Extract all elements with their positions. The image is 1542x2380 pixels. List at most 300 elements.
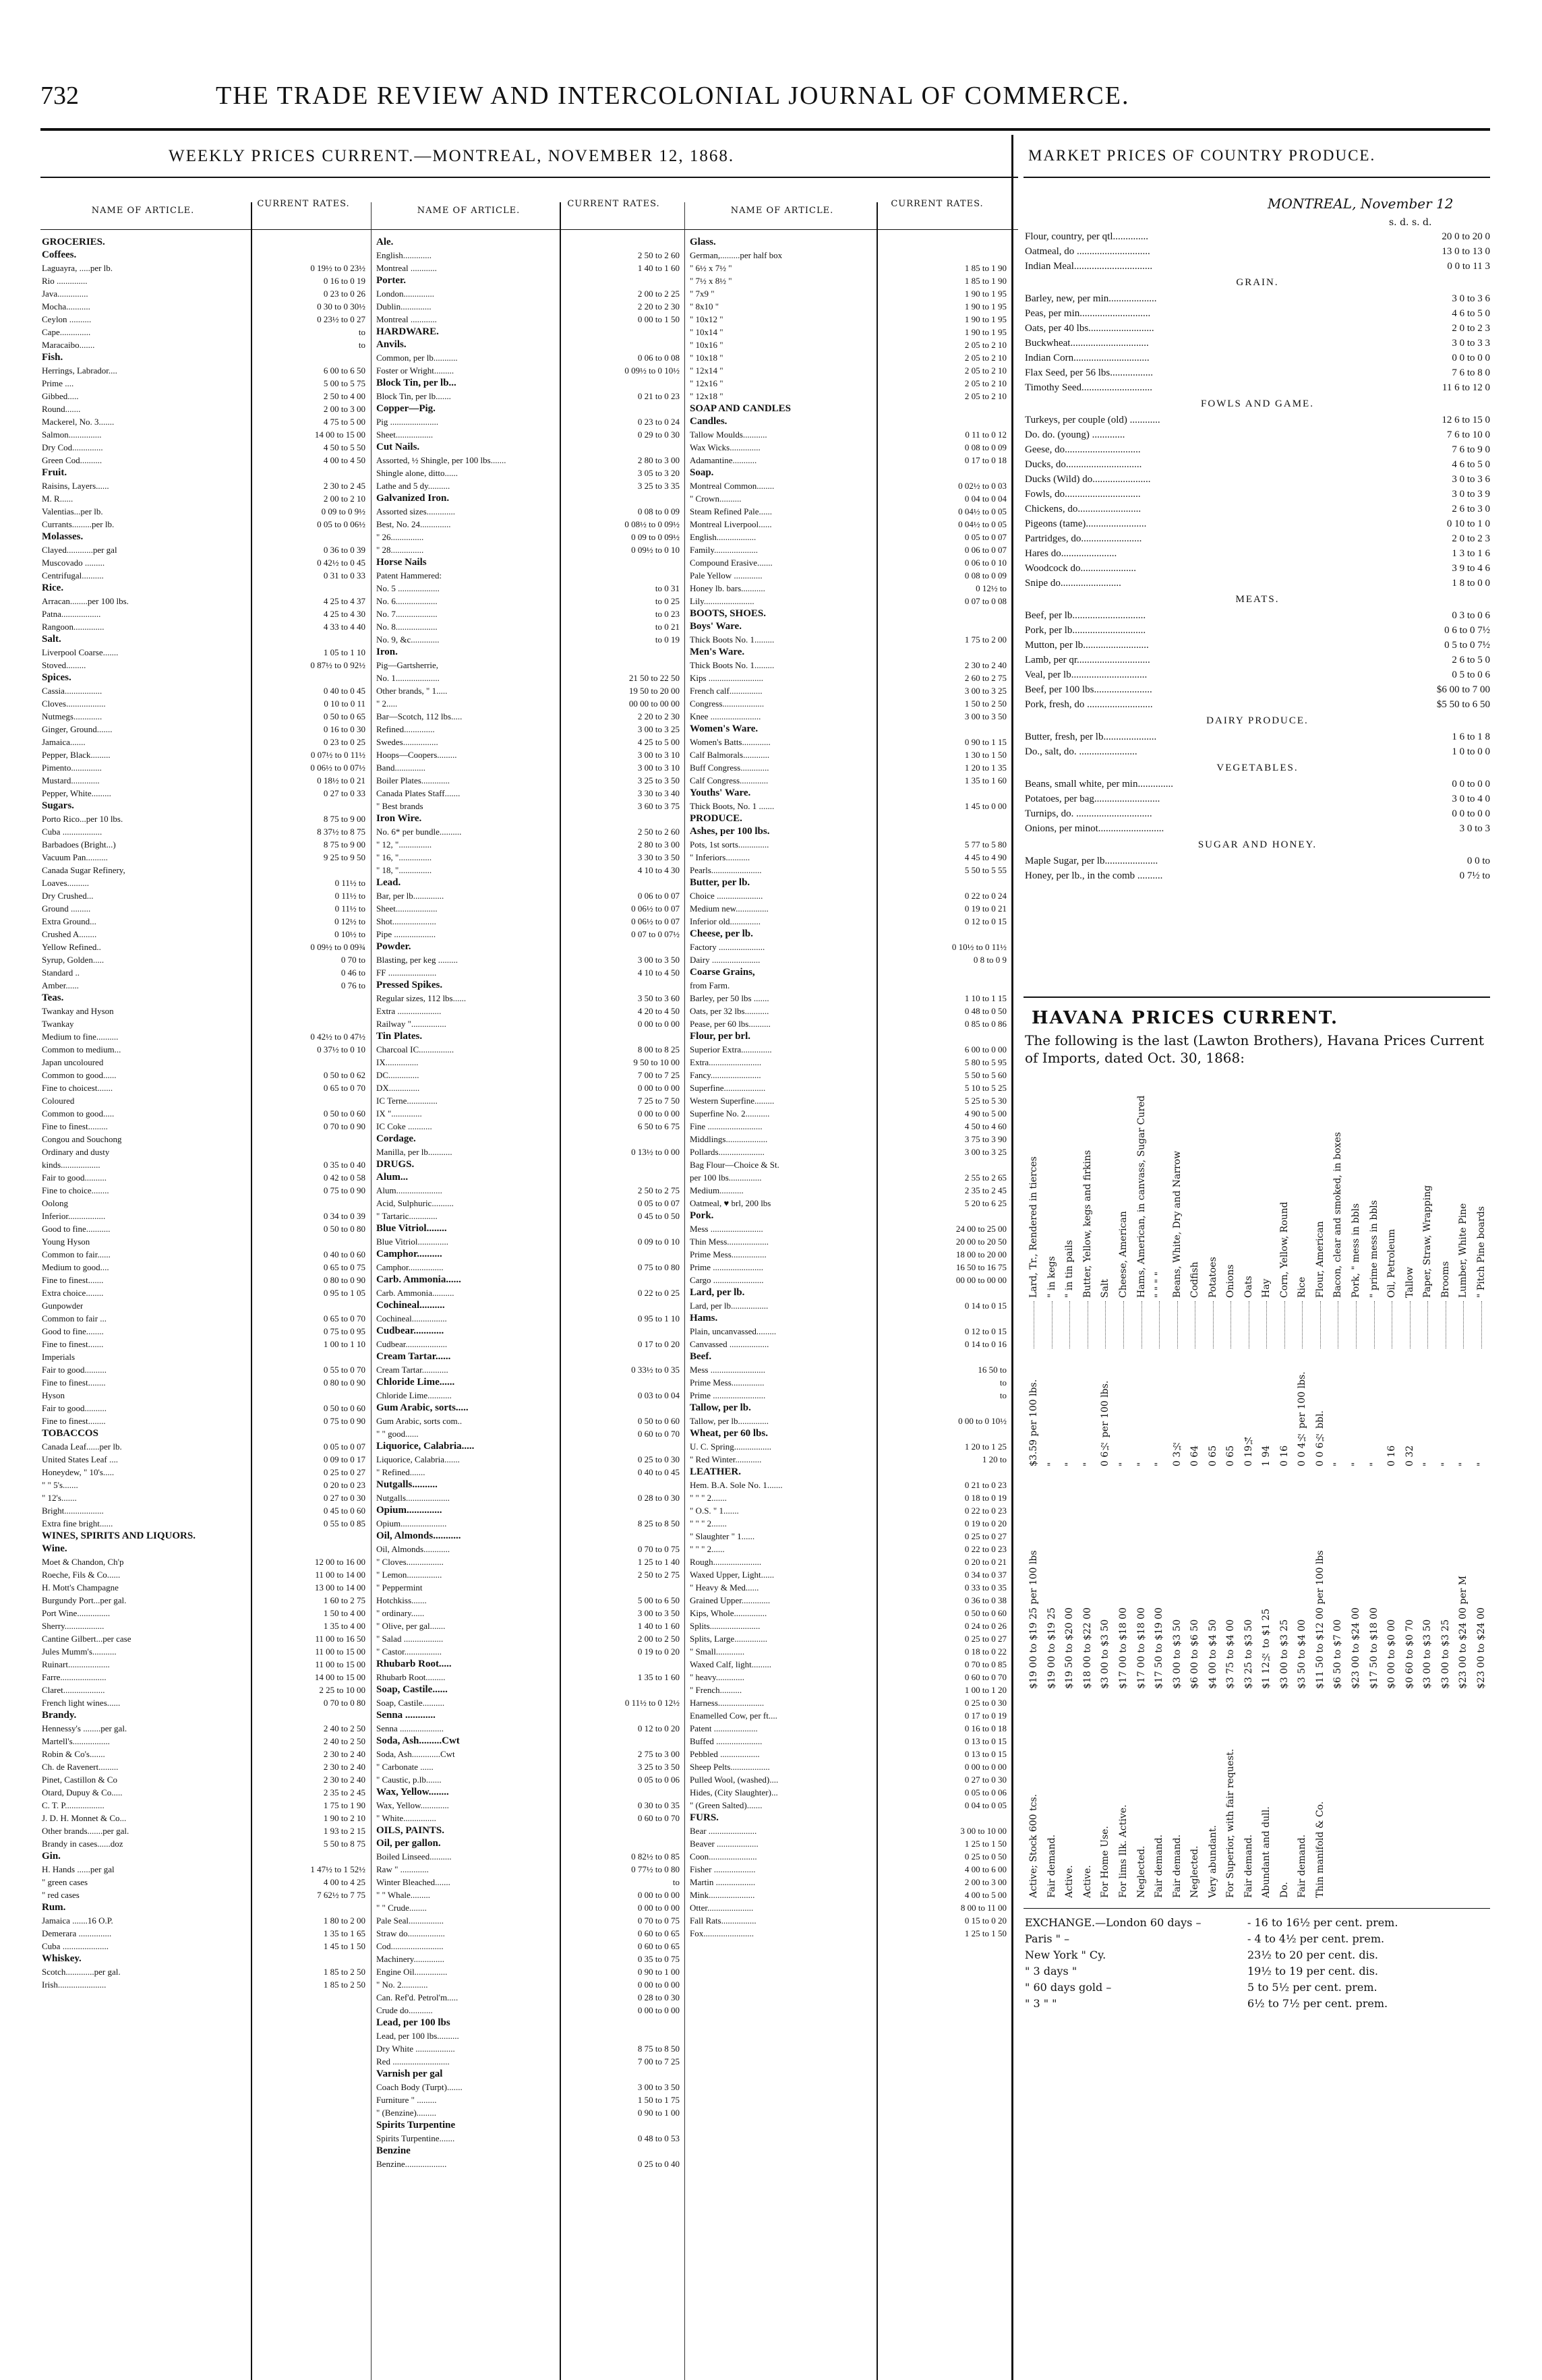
price-row bbox=[690, 979, 1007, 992]
price-range: 0 10½ to bbox=[334, 929, 365, 939]
price-range: 21 50 to 22 50 bbox=[628, 673, 680, 683]
price-range: 0 35 to 0 75 bbox=[637, 1954, 680, 1964]
article-name: Beef, per 100 lbs....................... bbox=[1025, 684, 1152, 695]
category-heading: OILS, PAINTS. bbox=[376, 1825, 445, 1836]
havana-article: Tallow bbox=[1404, 1267, 1415, 1298]
exchange-value: - 4 to 4½ per cent. prem. bbox=[1247, 1932, 1385, 1945]
article-name: Western Superfine......... bbox=[690, 1096, 775, 1106]
price-range: 20 0 to 20 0 bbox=[1442, 231, 1490, 242]
article-name: " 16, "............... bbox=[376, 852, 432, 862]
category-heading: Wheat, per 60 lbs. bbox=[690, 1428, 768, 1439]
price-range: 2 50 to 2 75 bbox=[637, 1570, 680, 1580]
price-row bbox=[42, 1402, 365, 1415]
price-row bbox=[376, 1607, 680, 1619]
price-row bbox=[690, 838, 1007, 851]
article-name: Extra .................... bbox=[376, 1006, 442, 1016]
price-range: 2 6 to 3 0 bbox=[1452, 504, 1490, 514]
price-range: 13 00 to 14 00 bbox=[314, 1582, 365, 1593]
price-row bbox=[376, 300, 680, 313]
havana-price: $19 00 to $19 25 per 100 lbs bbox=[1028, 1550, 1040, 1689]
price-range: 0 50 to 0 60 bbox=[964, 1608, 1007, 1618]
article-name: " 8x10 " bbox=[690, 301, 719, 311]
article-name: Barley, new, per min................... bbox=[1025, 293, 1157, 304]
price-range: 0 50 to 0 60 bbox=[637, 1416, 680, 1426]
market-prices-list bbox=[1025, 229, 1490, 978]
article-name: Indian Meal............................... bbox=[1025, 261, 1153, 272]
price-row bbox=[42, 1517, 365, 1530]
price-row bbox=[376, 1056, 680, 1069]
price-row bbox=[1025, 561, 1490, 576]
price-row bbox=[42, 1607, 365, 1619]
category-heading: Rhubarb Root..... bbox=[376, 1659, 452, 1669]
price-row bbox=[376, 364, 680, 377]
price-row bbox=[42, 505, 365, 518]
article-name: Medium to fine.......... bbox=[42, 1032, 119, 1042]
article-name: No. 8................... bbox=[376, 622, 438, 632]
article-name: Farre..................... bbox=[42, 1672, 107, 1682]
price-range: 0 14 to 0 16 bbox=[964, 1339, 1007, 1349]
price-range: 2 00 to 2 10 bbox=[323, 494, 365, 504]
article-name: Burgundy Port...per gal. bbox=[42, 1595, 127, 1605]
price-range: 0 09½ to 0 09¾ bbox=[310, 942, 365, 952]
price-row bbox=[42, 736, 365, 748]
article-name: Pulled Wool, (washed).... bbox=[690, 1775, 779, 1785]
price-row bbox=[42, 659, 365, 672]
price-range: 2 6 to 5 0 bbox=[1452, 655, 1490, 665]
article-name: Hem. B.A. Sole No. 1....... bbox=[690, 1480, 783, 1490]
category-heading: Teas. bbox=[42, 992, 64, 1003]
price-range: 0 87½ to 0 92½ bbox=[310, 660, 365, 670]
price-row bbox=[1025, 697, 1490, 712]
category-heading: Soap. bbox=[690, 467, 714, 478]
price-row bbox=[376, 684, 680, 697]
price-range: 7 6 to 8 0 bbox=[1452, 367, 1490, 378]
price-range: 7 00 to 7 25 bbox=[637, 2056, 680, 2066]
price-row bbox=[690, 1389, 1007, 1402]
price-row bbox=[690, 1824, 1007, 1837]
article-name: Patna.................. bbox=[42, 609, 101, 619]
category-heading: Oil, per gallon. bbox=[376, 1838, 441, 1849]
price-range: 0 07 to 0 08 bbox=[964, 596, 1007, 606]
price-range: 2 80 to 3 00 bbox=[637, 839, 680, 850]
price-row bbox=[690, 454, 1007, 467]
price-range: 0 06½ to 0 07 bbox=[631, 903, 680, 914]
havana-article: Oats bbox=[1243, 1276, 1254, 1298]
article-name: Coach Body (Turpt)....... bbox=[376, 2082, 463, 2092]
price-range: 0 48 to 0 53 bbox=[637, 2133, 680, 2143]
leader-dots bbox=[1213, 1301, 1214, 1348]
price-range bbox=[361, 864, 365, 876]
price-row bbox=[1025, 487, 1490, 502]
price-range: 0 04 to 0 04 bbox=[964, 494, 1007, 504]
article-name: Turnips, do. .............................. bbox=[1025, 808, 1152, 819]
article-name: Lard, per lb................. bbox=[690, 1301, 769, 1311]
price-range: 0 36 to 0 39 bbox=[323, 545, 365, 555]
price-row bbox=[376, 2029, 680, 2042]
havana-remark: Thin manifold & Co. bbox=[1314, 1801, 1326, 1898]
price-range: 0 00 to 0 00 bbox=[964, 1762, 1007, 1772]
subsection-heading: FOWLS AND GAME. bbox=[1201, 398, 1314, 409]
havana-article: " in tin pails bbox=[1064, 1240, 1075, 1298]
article-name: Japan uncoloured bbox=[42, 1057, 104, 1067]
price-row bbox=[376, 966, 680, 979]
price-row bbox=[42, 1440, 365, 1453]
price-range: 1 50 to 4 00 bbox=[323, 1608, 365, 1618]
price-row bbox=[42, 1017, 365, 1030]
price-row bbox=[42, 787, 365, 800]
article-name: Steam Refined Pale...... bbox=[690, 506, 773, 516]
price-range: 2 20 to 2 30 bbox=[637, 711, 680, 721]
havana-price: $17 50 to $18 00 bbox=[1368, 1607, 1380, 1689]
article-name: Cargo ....................... bbox=[690, 1275, 764, 1285]
price-row bbox=[42, 1735, 365, 1748]
article-name: Inferior old.............. bbox=[690, 916, 761, 926]
price-range: 0 8 to 0 9 bbox=[973, 955, 1007, 965]
havana-remark: For lims Ilk. Active. bbox=[1117, 1804, 1129, 1898]
havana-top-rule bbox=[1024, 996, 1490, 998]
article-name: Best, No. 24.............. bbox=[376, 519, 451, 529]
article-name: Peas, per min............................ bbox=[1025, 308, 1151, 319]
price-range: 3 00 to 3 50 bbox=[964, 711, 1007, 721]
price-range: 0 90 to 1 15 bbox=[964, 737, 1007, 747]
price-row bbox=[376, 1261, 680, 1274]
category-heading: Coarse Grains, bbox=[690, 967, 755, 978]
price-range: 0 22 to 0 23 bbox=[964, 1506, 1007, 1516]
article-name: Standard .. bbox=[42, 968, 80, 978]
price-range: 14 00 to 15 00 bbox=[314, 429, 365, 440]
price-row bbox=[690, 1863, 1007, 1876]
category-heading: Porter. bbox=[376, 275, 407, 286]
price-range: 1 50 to 2 50 bbox=[964, 698, 1007, 709]
article-name: " 12x18 " bbox=[690, 391, 723, 401]
article-name: Lathe and 5 dy.......... bbox=[376, 481, 450, 491]
havana-article: " in kegs bbox=[1046, 1256, 1057, 1298]
price-row bbox=[376, 1696, 680, 1709]
price-row bbox=[690, 1274, 1007, 1286]
article-name: " Salad .................. bbox=[376, 1634, 444, 1644]
article-name: Fancy....................... bbox=[690, 1070, 761, 1080]
price-range: 0 04½ to 0 05 bbox=[958, 506, 1007, 516]
price-row bbox=[690, 595, 1007, 607]
price-range: 1 90 to 1 95 bbox=[964, 289, 1007, 299]
article-name: Java.............. bbox=[42, 289, 88, 299]
article-name: Pipe ................... bbox=[376, 929, 436, 939]
price-row bbox=[42, 479, 365, 492]
price-row bbox=[690, 1607, 1007, 1619]
price-row bbox=[690, 672, 1007, 684]
havana-price: $6 00 to $6 50 bbox=[1189, 1619, 1201, 1689]
price-row bbox=[376, 787, 680, 800]
price-range: 8 25 to 8 50 bbox=[637, 1518, 680, 1528]
price-range: 1 45 to 1 50 bbox=[323, 1941, 365, 1951]
article-name: Vacuum Pan.......... bbox=[42, 852, 108, 862]
price-row bbox=[42, 1235, 365, 1248]
price-range: 0 09½ to 0 10 bbox=[631, 545, 680, 555]
article-name: Cream Tartar............ bbox=[376, 1365, 448, 1375]
price-row bbox=[690, 1338, 1007, 1350]
category-heading: Youths' Ware. bbox=[690, 787, 751, 798]
price-range: 0 85 to 0 86 bbox=[964, 1019, 1007, 1029]
category-heading: Cudbear............ bbox=[376, 1326, 444, 1336]
article-name: Timothy Seed............................ bbox=[1025, 382, 1153, 393]
price-row bbox=[690, 1017, 1007, 1030]
category-heading: Ale. bbox=[376, 237, 394, 247]
havana-price: $4 00 to $4 50 bbox=[1207, 1619, 1218, 1689]
article-name: Thin Mess................... bbox=[690, 1237, 769, 1247]
price-row bbox=[42, 838, 365, 851]
havana-price: $3 00 to $3 25 bbox=[1278, 1619, 1290, 1689]
article-name: Fine to choice........ bbox=[42, 1185, 109, 1195]
price-row bbox=[690, 313, 1007, 326]
article-name: Bright.................. bbox=[42, 1506, 104, 1516]
exchange-row bbox=[1025, 1963, 1490, 1980]
price-row bbox=[1025, 502, 1490, 516]
price-row bbox=[42, 928, 365, 941]
price-row bbox=[42, 1325, 365, 1338]
article-name: Lead, per 100 lbs.......... bbox=[376, 2031, 459, 2041]
price-row bbox=[42, 1222, 365, 1235]
price-range: 0 00 to 0 00 bbox=[637, 1019, 680, 1029]
article-name: Band.............. bbox=[376, 763, 425, 773]
article-name: " 7x9 " bbox=[690, 289, 715, 299]
price-row bbox=[690, 377, 1007, 390]
price-range: 2 80 to 3 00 bbox=[637, 455, 680, 465]
price-range: 1 47½ to 1 52½ bbox=[310, 1864, 365, 1874]
article-name: Other brands.......per gal. bbox=[42, 1826, 129, 1836]
article-name: Otter..................... bbox=[690, 1903, 754, 1913]
price-row bbox=[376, 915, 680, 928]
havana-article: Bacon, clear and smoked, in boxes bbox=[1332, 1132, 1344, 1298]
article-name: per 100 lbs............... bbox=[690, 1172, 762, 1183]
price-range: 0 45 to 0 50 bbox=[637, 1211, 680, 1221]
price-range: 0 06 to 0 10 bbox=[964, 558, 1007, 568]
price-row bbox=[376, 1107, 680, 1120]
article-name: C. T. P.................. bbox=[42, 1800, 105, 1810]
category-heading: Brandy. bbox=[42, 1710, 77, 1721]
col-divider bbox=[684, 202, 685, 2380]
price-range: to bbox=[999, 1390, 1007, 1400]
price-range: 0 95 to 1 05 bbox=[323, 1288, 365, 1298]
havana-duty: 0 64 bbox=[1189, 1445, 1201, 1466]
price-range: to 0 25 bbox=[655, 596, 680, 606]
article-name: Fine to choicest....... bbox=[42, 1083, 113, 1093]
price-range: 0 11½ to bbox=[334, 878, 365, 888]
price-range: 0 11½ to bbox=[334, 903, 365, 914]
article-name: French calf............... bbox=[690, 686, 763, 696]
price-range: 0 55 to 0 85 bbox=[323, 1518, 365, 1528]
havana-duty: " bbox=[1458, 1462, 1469, 1466]
price-range: 0 18½ to 0 21 bbox=[317, 775, 365, 785]
category-heading: Fish. bbox=[42, 352, 63, 363]
havana-article: Brooms bbox=[1440, 1261, 1451, 1298]
exchange-rates bbox=[1025, 1915, 1490, 2012]
article-name: Tallow Moulds........... bbox=[690, 429, 767, 440]
price-row bbox=[376, 415, 680, 428]
price-row bbox=[376, 1081, 680, 1094]
price-row bbox=[376, 454, 680, 467]
price-row bbox=[376, 992, 680, 1005]
price-range: 12 00 to 16 00 bbox=[314, 1557, 365, 1567]
price-range: 1 20 to 1 35 bbox=[964, 763, 1007, 773]
havana-duty: " bbox=[1046, 1462, 1057, 1466]
price-row bbox=[690, 902, 1007, 915]
leader-dots bbox=[1105, 1301, 1106, 1348]
price-row bbox=[42, 1658, 365, 1671]
price-row bbox=[42, 851, 365, 864]
price-range bbox=[1003, 979, 1007, 992]
havana-article: Rice bbox=[1297, 1276, 1308, 1298]
category-heading: GROCERIES. bbox=[42, 237, 105, 247]
article-name: Gum Arabic, sorts com.. bbox=[376, 1416, 463, 1426]
price-row bbox=[376, 390, 680, 403]
article-name: DX.............. bbox=[376, 1083, 420, 1093]
price-row bbox=[690, 338, 1007, 351]
exchange-label: Paris " – bbox=[1025, 1932, 1070, 1945]
article-name: Rio .............. bbox=[42, 276, 88, 286]
price-range: 0 08½ to 0 09½ bbox=[624, 519, 680, 529]
price-row bbox=[376, 2055, 680, 2068]
article-name: Fowls, do.............................. bbox=[1025, 489, 1141, 500]
article-name: Pots, 1st sorts.............. bbox=[690, 839, 769, 850]
article-name: Montreal ............ bbox=[376, 263, 437, 273]
article-name: Fisher ................... bbox=[690, 1864, 756, 1874]
article-name: Mutton, per lb.......................... bbox=[1025, 640, 1149, 651]
article-name: Railway "................ bbox=[376, 1019, 446, 1029]
price-range: 1 20 to bbox=[982, 1454, 1007, 1464]
havana-article: Pork, " mess in bbls bbox=[1350, 1203, 1361, 1298]
category-heading: Gin. bbox=[42, 1851, 61, 1862]
price-row bbox=[42, 1978, 365, 1991]
price-row bbox=[42, 1274, 365, 1286]
category-heading: TOBACCOS bbox=[42, 1428, 98, 1439]
article-name: Mess ......................... bbox=[690, 1365, 765, 1375]
price-row bbox=[690, 1632, 1007, 1645]
article-name: Woodcock do...................... bbox=[1025, 563, 1137, 574]
price-row bbox=[1025, 531, 1490, 546]
havana-price: $17 00 to $18 00 bbox=[1135, 1607, 1147, 1689]
weekly-column-1 bbox=[42, 236, 365, 2346]
page-number: 732 bbox=[40, 82, 79, 110]
price-row bbox=[42, 723, 365, 736]
price-range: 5 50 to 5 60 bbox=[964, 1070, 1007, 1080]
havana-remark: Fair demand. bbox=[1046, 1834, 1057, 1898]
leader-dots bbox=[1123, 1301, 1124, 1348]
article-name: Geese, do.............................. bbox=[1025, 444, 1141, 455]
article-name: Jamaica....... bbox=[42, 737, 86, 747]
havana-remark: Abundant and dull. bbox=[1261, 1806, 1272, 1898]
price-row bbox=[376, 1094, 680, 1107]
havana-price: $23 00 to $24 00 per M bbox=[1458, 1575, 1469, 1689]
havana-duty: 0 65 bbox=[1225, 1445, 1237, 1466]
article-name: Maracaibo....... bbox=[42, 340, 95, 350]
price-range: 1 93 to 2 15 bbox=[323, 1826, 365, 1836]
article-name: Ruinart................... bbox=[42, 1659, 110, 1669]
article-name: Hides, (City Slaughter)... bbox=[690, 1787, 778, 1797]
price-range: 0 55 to 0 70 bbox=[323, 1365, 365, 1375]
article-name: Shot.................... bbox=[376, 916, 436, 926]
price-row bbox=[376, 851, 680, 864]
price-range: 2 00 to 2 50 bbox=[637, 1634, 680, 1644]
price-row bbox=[690, 351, 1007, 364]
price-range: $5 50 to 6 50 bbox=[1436, 699, 1490, 710]
price-row bbox=[42, 1722, 365, 1735]
price-row bbox=[376, 1978, 680, 1991]
price-range: 1 35 to 4 00 bbox=[323, 1621, 365, 1631]
article-name: Jamaica .......16 O.P. bbox=[42, 1915, 113, 1926]
price-range: 11 00 to 16 50 bbox=[315, 1634, 365, 1644]
price-row bbox=[1025, 792, 1490, 806]
price-range: 0 03 to 0 04 bbox=[637, 1390, 680, 1400]
price-range: 0 19 to 0 20 bbox=[964, 1518, 1007, 1528]
article-name: Superfine................... bbox=[690, 1083, 766, 1093]
price-row bbox=[376, 428, 680, 441]
category-heading: Gum Arabic, sorts..... bbox=[376, 1402, 469, 1413]
price-row bbox=[42, 1389, 365, 1402]
article-name: Machinery.............. bbox=[376, 1954, 444, 1964]
article-name: Buckwheat............................... bbox=[1025, 338, 1149, 349]
price-range: 5 25 to 5 30 bbox=[964, 1096, 1007, 1106]
havana-duty: 0 19¼ bbox=[1243, 1434, 1254, 1466]
article-name: Dry Crushed... bbox=[42, 891, 94, 901]
price-row bbox=[42, 1927, 365, 1940]
article-name: Compound Erasive....... bbox=[690, 558, 773, 568]
article-name: English............. bbox=[376, 250, 432, 260]
price-row bbox=[376, 1632, 680, 1645]
article-name: Indian Corn.............................. bbox=[1025, 353, 1150, 363]
article-name: Beef, per lb............................. bbox=[1025, 610, 1146, 621]
havana-article: Flour, American bbox=[1314, 1221, 1326, 1298]
price-range: 2 20 to 2 30 bbox=[637, 301, 680, 311]
price-range: to bbox=[358, 327, 365, 337]
price-range: 0 33½ to 0 35 bbox=[631, 1365, 680, 1375]
article-name: " 12, "............... bbox=[376, 839, 432, 850]
article-name: Medium to good.... bbox=[42, 1262, 109, 1272]
price-range: 0 27 to 0 33 bbox=[323, 788, 365, 798]
price-row bbox=[690, 1261, 1007, 1274]
category-heading: Wax, Yellow........ bbox=[376, 1787, 449, 1797]
price-range: 00 00 to 00 00 bbox=[628, 698, 680, 709]
havana-duty: " bbox=[1475, 1462, 1487, 1466]
article-name: Medium........... bbox=[690, 1185, 744, 1195]
article-name: Brandy in cases......doz bbox=[42, 1839, 123, 1849]
price-row bbox=[42, 1504, 365, 1517]
article-name: " " 5's....... bbox=[42, 1480, 78, 1490]
price-row bbox=[690, 1235, 1007, 1248]
price-row bbox=[690, 479, 1007, 492]
price-row bbox=[376, 2106, 680, 2119]
article-name: Mustard............. bbox=[42, 775, 100, 785]
price-range: 16 50 to bbox=[978, 1365, 1007, 1375]
article-name: Block Tin, per lb....... bbox=[376, 391, 451, 401]
price-range: 0 09½ to 0 10½ bbox=[624, 365, 680, 376]
price-range bbox=[361, 1133, 365, 1146]
article-name: Calf Balmorals............ bbox=[690, 750, 770, 760]
price-row bbox=[690, 1773, 1007, 1786]
category-heading: Block Tin, per lb... bbox=[376, 378, 456, 388]
price-range: 12 6 to 15 0 bbox=[1442, 415, 1490, 425]
price-range: 0 09 to 0 10 bbox=[637, 1237, 680, 1247]
price-range: 5 77 to 5 80 bbox=[964, 839, 1007, 850]
col-divider bbox=[1011, 135, 1013, 2380]
article-name: Liverpool Coarse....... bbox=[42, 647, 119, 657]
price-range: 0 06 to 0 07 bbox=[964, 545, 1007, 555]
article-name: Blue Vitriol.............. bbox=[376, 1237, 448, 1247]
article-name: Oats, per 40 lbs.......................... bbox=[1025, 323, 1154, 334]
price-range: 0 42½ to 0 47½ bbox=[310, 1032, 365, 1042]
price-range: 0 09 to 0 9½ bbox=[321, 506, 365, 516]
price-range bbox=[361, 1017, 365, 1030]
price-range: 0 04½ to 0 05 bbox=[958, 519, 1007, 529]
